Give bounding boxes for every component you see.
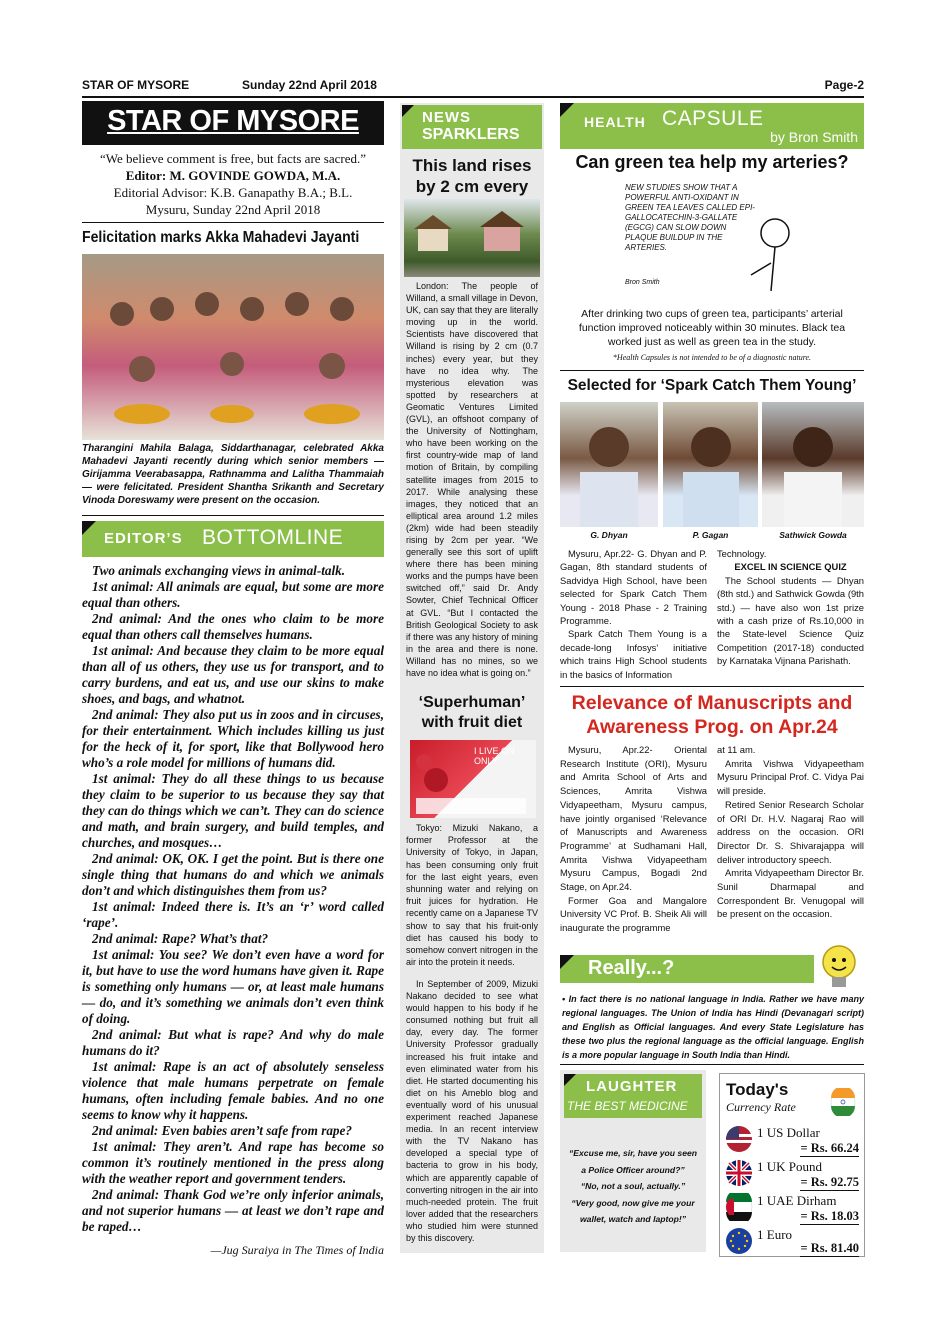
paragraph: 2nd animal: Thank God we’re only inferior animals, and not superior humans — at least we don’t rape and be raped… (82, 1187, 384, 1234)
student-name-1: G. Dhyan (590, 530, 628, 540)
student-photo-2 (663, 402, 758, 527)
paragraph: 2nd animal: Rape? What’s that? (92, 931, 269, 946)
joke-line: “Excuse me, sir, have you seen a Police Officer around?” (568, 1148, 698, 1175)
laughter-title-2: THE BEST MEDICINE (567, 1099, 688, 1113)
student-shape (762, 402, 864, 527)
spark-col2 (717, 547, 864, 668)
health-byline: by Bron Smith (770, 129, 858, 145)
cartoon-figure-icon (741, 203, 801, 293)
manuscripts-col1 (560, 743, 707, 935)
header-page: Page-2 (824, 78, 864, 92)
paragraph: Spark Catch Them Young is a decade-long Infosys' initiative which trains High School students in the basics of Information (560, 628, 707, 680)
story1-headline: This land rises by 2 cm every (412, 156, 532, 196)
news-sparklers-banner (402, 105, 542, 149)
student-photo-3 (762, 402, 864, 527)
laughter-title-1: LAUGHTER (586, 1078, 678, 1095)
spark-col1 (560, 547, 707, 681)
currency-title: Today's (726, 1080, 789, 1099)
manuscripts-headline (556, 691, 868, 739)
currency-row-3 (725, 1192, 861, 1224)
page-header (82, 78, 864, 96)
currency-name: 1 Euro (757, 1227, 793, 1242)
banner-corner (564, 1074, 576, 1086)
student-photo-1 (560, 402, 658, 527)
paragraph: Amrita Vishwa Vidyapeetham Mysuru Principal Prof. C. Vidya Pai will preside. (717, 757, 864, 797)
village-shapes (404, 199, 540, 277)
banner-corner (402, 105, 414, 117)
currency-row-2 (725, 1158, 861, 1190)
currency-row-1 (725, 1124, 861, 1156)
paragraph: 2nd animal: They also put us in zoos and in circuses, for their entertainment. Which includes killing us just for the heck of it, for sport, like that Bollywood hero who’s a role model for millions of humans did. (82, 707, 384, 770)
cartoon-signature: Bron Smith (625, 279, 660, 286)
manuscripts-headline-1: Relevance of Manuscripts and (571, 692, 853, 714)
banner-corner (560, 103, 574, 117)
spark-col2-lead: Technology. (717, 548, 767, 559)
story2-body2-text: In September of 2009, Mizuki Nakano decided to see what would happen to his body if he consumed nothing but fruit all day, every day. The former University Professor gradually increased his fruit intake and even eliminated water from his diet. He started documenting his diet on his Ameblo blog and eventually word of his unusual experiment reached Japanese media. In an recent interview with the TV Nakano has developed a special type of bacteria to grow in his body, which are apparently capable of converting nitrogen in the air into much-needed protein. The fruit lover added that the researchers who studied him were stunned by this discovery. (406, 979, 538, 1243)
paragraph: 1st animal: They aren’t. And rape has become so common it’s routinely mentioned in the press along with the weather report and government tenders. (82, 1139, 384, 1186)
header-masthead: STAR OF MYSORE (82, 78, 190, 92)
news-title-2: SPARKLERS (422, 126, 520, 143)
paragraph: 1st animal: All animals are equal, but some are more equal than others. (82, 579, 384, 610)
student-shape (560, 402, 658, 527)
paragraph: Two animals exchanging views in animal-talk. (92, 563, 346, 578)
story2-headline: ‘Superhuman’ with fruit diet (418, 694, 526, 731)
health-title-bold: HEALTH (584, 114, 646, 130)
paragraph: 1st animal: They do all these things to us because they claim to be superior to us because they say that they can do things which we can’t. They can do science and math, and brain surgery, and build temples, and churches, and mosques… (82, 771, 384, 850)
editorial-editor: Editor: M. GOVINDE GOWDA, M.A. (125, 168, 341, 183)
felicitation-headline: Felicitation marks Akka Mahadevi Jayanti (82, 229, 360, 246)
header-rule (82, 96, 864, 98)
paragraph: Mysuru, Apr.22- G. Dhyan and P. Gagan, 8th standard students of Sadvidya High School, have been selected for Spark Catch Them Young - 2018 Phase - 2 Training Programme. (560, 548, 707, 627)
student-name-2: P. Gagan (692, 530, 729, 540)
health-headline: Can green tea help my arteries? (575, 152, 849, 172)
rule (560, 1064, 864, 1065)
really-body: In fact there is no national language in India. Rather we have many regional languages. The Union of India has Hindi (Devanagari script) and English as Official languages. And every State Legislature has these two plus the regional language as the official language. English is a more popular language in South India than Hindi. (562, 994, 864, 1060)
us-flag-icon (725, 1125, 753, 1153)
paragraph: 1st animal: You see? We don’t even have a word for it, but have to use the word humans have given it. Rape is something only humans — or, at least male humans — do, and it’s something we animals don’t even think of doing. (82, 947, 384, 1026)
spark-col2-subhead: EXCEL IN SCIENCE QUIZ (734, 561, 847, 573)
paragraph: Mysuru, Apr.22- Oriental Research Institute (ORI), Mysuru and Amrita School of Arts and Sciences, Amrita Vishwa Vidyapeetham, Mysuru campus, have jointly organised ‘Relevance of Manuscripts and Awareness Programme’ at Sudhamani Hall, Amrita Vishwa Vidyapeetham Mysuru Campus, Bogadi 2nd Stage, on Apr.24. (560, 744, 707, 893)
bottomline-title-light: BOTTOMLINE (202, 526, 344, 549)
uk-flag-icon (725, 1159, 753, 1187)
currency-value: = Rs. 18.03 (800, 1209, 859, 1223)
laughter-banner (564, 1074, 702, 1118)
editorial-advisor: Editorial Advisor: K.B. Ganapathy B.A.; B.L. (113, 185, 353, 200)
health-disclaimer: *Health Capsules is not intended to be of a diagnostic nature. (612, 353, 812, 362)
felicitation-caption: Tharangini Mahila Balaga, Siddarthanagar, celebrated Akka Mahadevi Jayanti recently during which senior members — Girijamma Veerabasappa, Rathnamma and Lalitha Thammaiah — were felicitated. President Shantha Srikanth and Secretary Vinoda Doreswamy were present on the occasion. (82, 443, 384, 506)
joke-line: “No, not a soul, actually.” (580, 1181, 686, 1191)
rule (560, 686, 864, 687)
bottomline-title-bold: EDITOR’S (104, 530, 183, 547)
currency-value: = Rs. 81.40 (800, 1241, 859, 1255)
bottomline-banner (82, 521, 384, 557)
manuscripts-col2 (717, 743, 864, 921)
felicitation-photo (82, 254, 384, 440)
joke-line: “Very good, now give me your wallet, watch and laptop!” (571, 1197, 695, 1224)
currency-subtitle: Currency Rate (726, 1100, 796, 1114)
really-title: Really...? (588, 957, 675, 979)
paragraph: 1st animal: Rape is an act of absolutely senseless violence that male humans perpetrate on female humans, often including female babies. And no one seems to know why it happens. (82, 1059, 384, 1122)
health-body: After drinking two cups of green tea, participants’ arterial function improved noticeably within 30 minutes. Black tea worked just as well as green tea in the study. (578, 308, 846, 348)
paragraph: 2nd animal: But what is rape? And why do male humans do it? (82, 1027, 384, 1058)
laughter-text (566, 1145, 700, 1228)
fruit-photo-text: I LIVE ON ONLY (474, 746, 515, 766)
rule (82, 222, 384, 223)
currency-name: 1 US Dollar (757, 1125, 820, 1140)
paragraph: Former Goa and Mangalore University VC Prof. B. Sheik Ali will inaugurate the programme (560, 894, 707, 934)
rule (560, 370, 864, 371)
cartoon-text: NEW STUDIES SHOW THAT A POWERFUL ANTI-OXIDANT IN GREEN TEA LEAVES CALLED EPI-GALLOCATECHIN-3-GALLATE (EGCG) CAN SLOW DOWN PLAQUE BUILDUP IN THE ARTERIES. (625, 183, 755, 252)
paragraph: at 11 am. (717, 744, 756, 755)
uae-flag-icon (725, 1193, 753, 1221)
eu-flag-icon (725, 1227, 753, 1255)
student-shape (663, 402, 758, 527)
paragraph: Amrita Vidyapeetham Director Br. Sunil Dharmapal and Correspondent Br. Venugopal will be present on the occasion. (717, 867, 864, 920)
paragraph: 1st animal: And because they claim to be more equal than all of us others, they use us for transport, and to carry burdens, and eat us, and use our skins to make shoes, and bags, and whatnot. (82, 643, 384, 706)
editorial-dateline: Mysuru, Sunday 22nd April 2018 (145, 202, 321, 217)
manuscripts-headline-2: Awareness Prog. on Apr.24 (586, 716, 838, 738)
really-banner (560, 955, 814, 983)
currency-value: = Rs. 92.75 (800, 1175, 859, 1189)
story2-body2 (406, 978, 538, 1244)
health-banner (560, 103, 864, 149)
header-date: Sunday 22nd April 2018 (242, 78, 377, 92)
fruit-photo (410, 740, 536, 818)
student-name-3: Sathwick Gowda (779, 530, 847, 540)
currency-value: = Rs. 66.24 (800, 1141, 859, 1155)
paragraph: Retired Senior Research Scholar of ORI Dr. H.V. Nagaraj Rao will address on the occasion. ORI Director Dr. S. Shivarajappa will deliver introductory speech. (717, 798, 864, 865)
paragraph: 1st animal: Indeed there is. It’s an ‘r’ word called ‘rape’. (82, 899, 384, 930)
currency-name: 1 UK Pound (757, 1159, 823, 1174)
news-title-1: NEWS (422, 109, 471, 126)
group-photo-shapes (82, 254, 384, 440)
spark-col2-body: The School students — Dhyan (8th std.) and Sathwick Gowda (9th std.) — have also won 1st prize with a cash prize of Rs.10,000 in the State-level Science Quiz Competition (2017-18) conducted by Karnataka Vijnana Parishath. (717, 574, 864, 667)
banner-corner (82, 521, 96, 535)
logo-text: STAR OF MYSORE (107, 105, 359, 137)
health-title-light: CAPSULE (662, 107, 764, 130)
banner-corner (560, 955, 574, 969)
story1-body: London: The people of Willand, a small village in Devon, UK, can say that they are literally moving up in the world. Scientists have discovered that Willand is rising by 2 cm (0.7 inches) every year, but they have no idea why. The mysterious elevation was spotted by researchers at Geomatic Ventures Limited (GVL), an offshoot company of the University of Nottingham, who have been working on the first country-wide map of land motion of Britain, by compiling satellite images from 2015 to 2017. While analysing these images, they noticed that an elliptical area around 1.2 miles (2km) wide had been steadily rising by 2cm per year. “We generally see this sort of uplift where there has been mining works and the pumps have been switched off,” said Dr. Andy Sowter, Chief Technical Officer at GVL. “But I contacted the British Geological Society to ask if there was any history of mining in the area and there is none. Willand has no mines, so we have no idea what is going on.” (406, 281, 538, 678)
bottomline-body (82, 563, 384, 1235)
willand-photo (404, 199, 540, 277)
currency-row-4 (725, 1226, 861, 1258)
paragraph: 2nd animal: Even babies aren’t safe from rape? (92, 1123, 352, 1138)
currency-name: 1 UAE Dirham (757, 1193, 837, 1208)
editorial-info (82, 150, 384, 218)
editorial-motto: “We believe comment is free, but facts are sacred.” (99, 151, 367, 166)
india-flag-icon (830, 1088, 856, 1116)
rule (82, 515, 384, 516)
bottomline-credit: —Jug Suraiya in The Times of India (210, 1243, 384, 1257)
logo-box (82, 101, 384, 145)
story2-body1: Tokyo: Mizuki Nakano, a former Professor at the University of Tokyo, in Japan, has been consuming only fruit for the last eight years, even shunning water and relying on fruit juices for hydration. He recently came on a Japanese TV show to say that his fruit-only diet has caused his body to somehow convert nitrogen in the air into the protein it needs. (406, 823, 538, 968)
lightbulb-icon (814, 940, 864, 996)
spark-headline: Selected for ‘Spark Catch Them Young’ (567, 377, 857, 394)
paragraph: 2nd animal: And the ones who claim to be more equal than others call themselves humans. (82, 611, 384, 642)
really-text: • In fact there is no national language in India. Rather we have many regional languages. The Union of India has Hindi (Devanagari script) and English as Official languages. And every State Legislature has these two plus the regional language as the official language. English is a more popular language in South India than Hindi. (562, 994, 864, 1060)
paragraph: 2nd animal: OK, OK. I get the point. But is there one single thing that humans do and which we animals don’t and which distinguishes them from us? (82, 851, 384, 898)
health-cartoon (625, 183, 799, 298)
